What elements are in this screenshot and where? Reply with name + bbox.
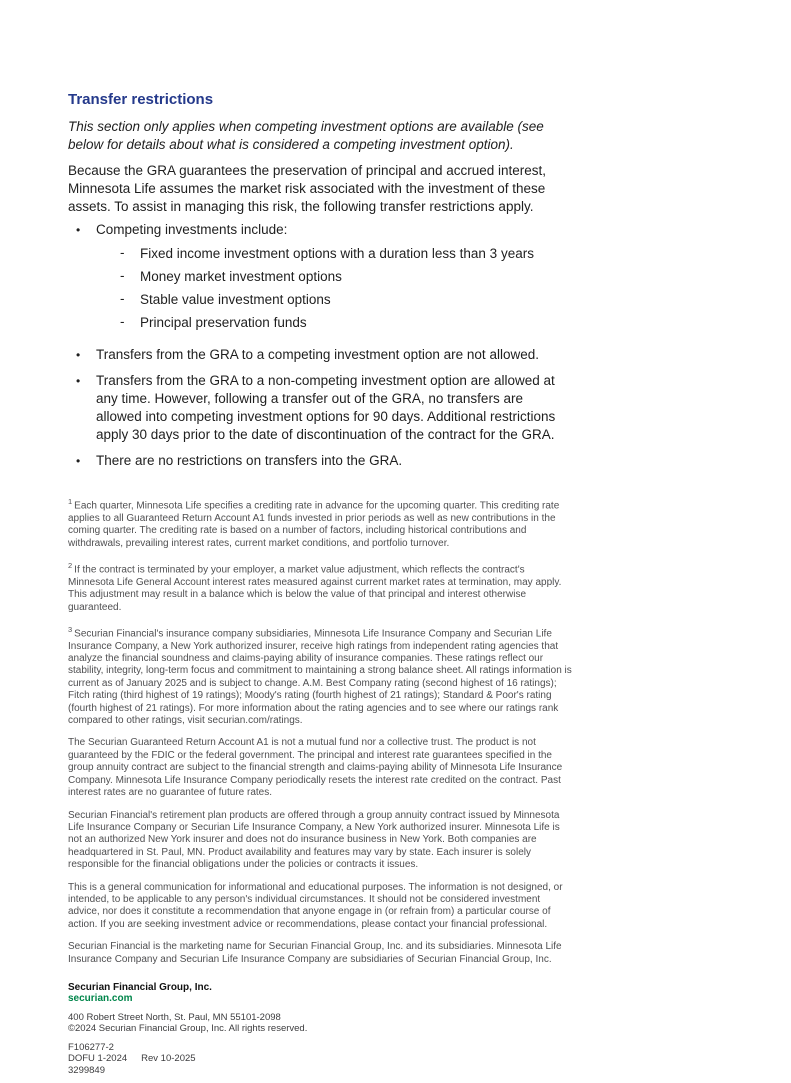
bullet-icon: • [76,348,81,362]
sub-list-item [120,246,568,262]
disclaimer-paragraph: Securian Financial is the marketing name for Securian Financial Group, Inc. and its subsidiaries. Minnesota Life Insurance Company and Securian Life Insurance Company are subsidiaries of Securian Financial Group, Inc. [68,941,562,965]
bullet-icon: • [76,374,81,388]
securian-website-link[interactable]: securian.com [68,993,133,1005]
bullet-icon: • [76,454,81,468]
footer-rev: Rev 10-2025 [141,1053,196,1065]
document-footer [68,982,573,1077]
dash-icon: - [120,291,125,306]
footnote-1 [68,496,573,550]
footer-form-block [68,1042,573,1077]
dash-icon: - [120,245,125,260]
intro-paragraph: Because the GRA guarantees the preservation of principal and accrued interest, Minnesota Life assumes the market risk associated with the investment of these assets. To assist in managing this risk, the following transfer restrictions apply. [68,163,547,214]
footnote-marker: 3 [68,624,73,634]
footnote-text: If the contract is terminated by your employer, a market value adjustment, which reflects the contract's Minnesota Life General Account interest rates measured against current market rates at termination, may apply. This adjustment may result in a balance which is below the value of that principal and interest otherwise guaranteed. [68,564,562,613]
transfer-restrictions-list [68,221,568,470]
list-item-text: Transfers from the GRA to a competing investment option are not allowed. [96,347,539,362]
list-item [68,346,568,364]
footer-company-name: Securian Financial Group, Inc. [68,981,212,993]
disclaimer-paragraph: Securian Financial's retirement plan products are offered through a group annuity contract issued by Minnesota Life Insurance Company or Securian Life Insurance Company, a New York authorized insurer. Minnesota Life is not an authorized New York insurer and does not do insurance business in New York. Both companies are headquartered in St. Paul, MN. Product availability and features may vary by state. Each insurer is solely responsible for the financial obligations under the policies or contracts it issues. [68,809,560,871]
competing-investments-sublist [120,246,568,331]
dash-icon: - [120,314,125,329]
list-item [68,452,568,470]
disclaimer-paragraph: The Securian Guaranteed Return Account A1 is not a mutual fund nor a collective trust. The product is not guaranteed by the FDIC or the federal government. The principal and interest rate guarantees specified in the group annuity contract are subject to the financial strength and claims-paying ability of Minnesota Life Insurance Company. Minnesota Life Insurance Company periodically resets the interest rate credited on the contract. Past interest rates are no guarantee of future rates. [68,737,563,799]
footnote-3 [68,624,573,728]
list-item [68,221,568,338]
bullet-icon: • [76,223,81,237]
lead-paragraph: This section only applies when competing investment options are available (see below for details about what is considered a competing investment option). [68,119,544,152]
sub-list-item-text: Stable value investment options [140,292,331,307]
footer-copyright: ©2024 Securian Financial Group, Inc. All rights reserved. [68,1023,308,1035]
footnote-marker: 1 [68,497,73,506]
list-item-text: There are no restrictions on transfers into the GRA. [96,453,403,468]
document-content [68,91,572,1083]
footer-address-block [68,1012,573,1035]
list-item-label: Competing investments include: [96,222,288,237]
sub-list-item-text: Principal preservation funds [140,315,307,330]
disclaimer-paragraph: This is a general communication for informational and educational purposes. The information is not designed, or intended, to be applicable to any person's individual circumstances. It should not be considered investment advice, nor does it constitute a recommendation that anyone engage in (or refrain from) a particular course of action. If you are seeking investment advice or recommendations, please contact your financial professional. [68,881,563,930]
list-item-text [96,221,568,338]
sub-list-item [120,269,568,285]
sub-list-item [120,292,568,308]
sub-list-item-text: Money market investment options [140,269,342,284]
footnote-text: Each quarter, Minnesota Life specifies a crediting rate in advance for the upcoming quarter. This crediting rate applies to all Guaranteed Return Account A1 funds invested in prior periods as well as new contributions in the coming quarter. The crediting rate is based on a number of factors, including historical contributions and withdrawals, prevailing interest rates, current market conditions, and portfolio turnover. [68,500,560,549]
list-item-text: Transfers from the GRA to a non-competing investment option are allowed at any time. However, following a transfer out of the GRA, no transfers are allowed into competing investment options for 90 days. Additional restrictions apply 30 days prior to the date of discontinuation of the contract for the GRA. [96,373,556,442]
footer-dofu-rev-line [68,1053,573,1065]
dash-icon: - [120,268,125,283]
sub-list-item-text: Fixed income investment options with a duration less than 3 years [140,246,534,261]
footer-form-number: F106277-2 [68,1041,114,1053]
page-title: Transfer restrictions [68,91,214,108]
footer-dofu: DOFU 1-2024 [68,1053,128,1065]
list-item [68,372,568,444]
sub-list-item [120,315,568,331]
fineprint-section [68,496,573,1076]
footnote-marker: 2 [68,560,73,570]
footnote-text: Securian Financial's insurance company subsidiaries, Minnesota Life Insurance Company and Securian Life Insurance Company, a New York authorized insurer, receive high ratings from independent rating agencies that analyze the financial soundness and claims-paying ability of insurance companies. These ratings reflect our stability, integrity, long-term focus and commitment to maintaining a strong balance sheet. All ratings information is current as of January 2025 and is subject to change. A.M. Best Company rating (second highest of 16 ratings); Fitch rating (third highest of 19 ratings); Moody's rating (fourth highest of 21 ratings); Standard & Poor's rating (fourth highest of 21 ratings). For more information about the rating agencies and to see where our ratings rank compared to other ratings, visit securian.com/ratings. [68,628,572,727]
footer-tracking-number: 3299849 [68,1064,105,1076]
footer-address: 400 Robert Street North, St. Paul, MN 55101-2098 [68,1011,281,1023]
footnote-2 [68,560,573,614]
